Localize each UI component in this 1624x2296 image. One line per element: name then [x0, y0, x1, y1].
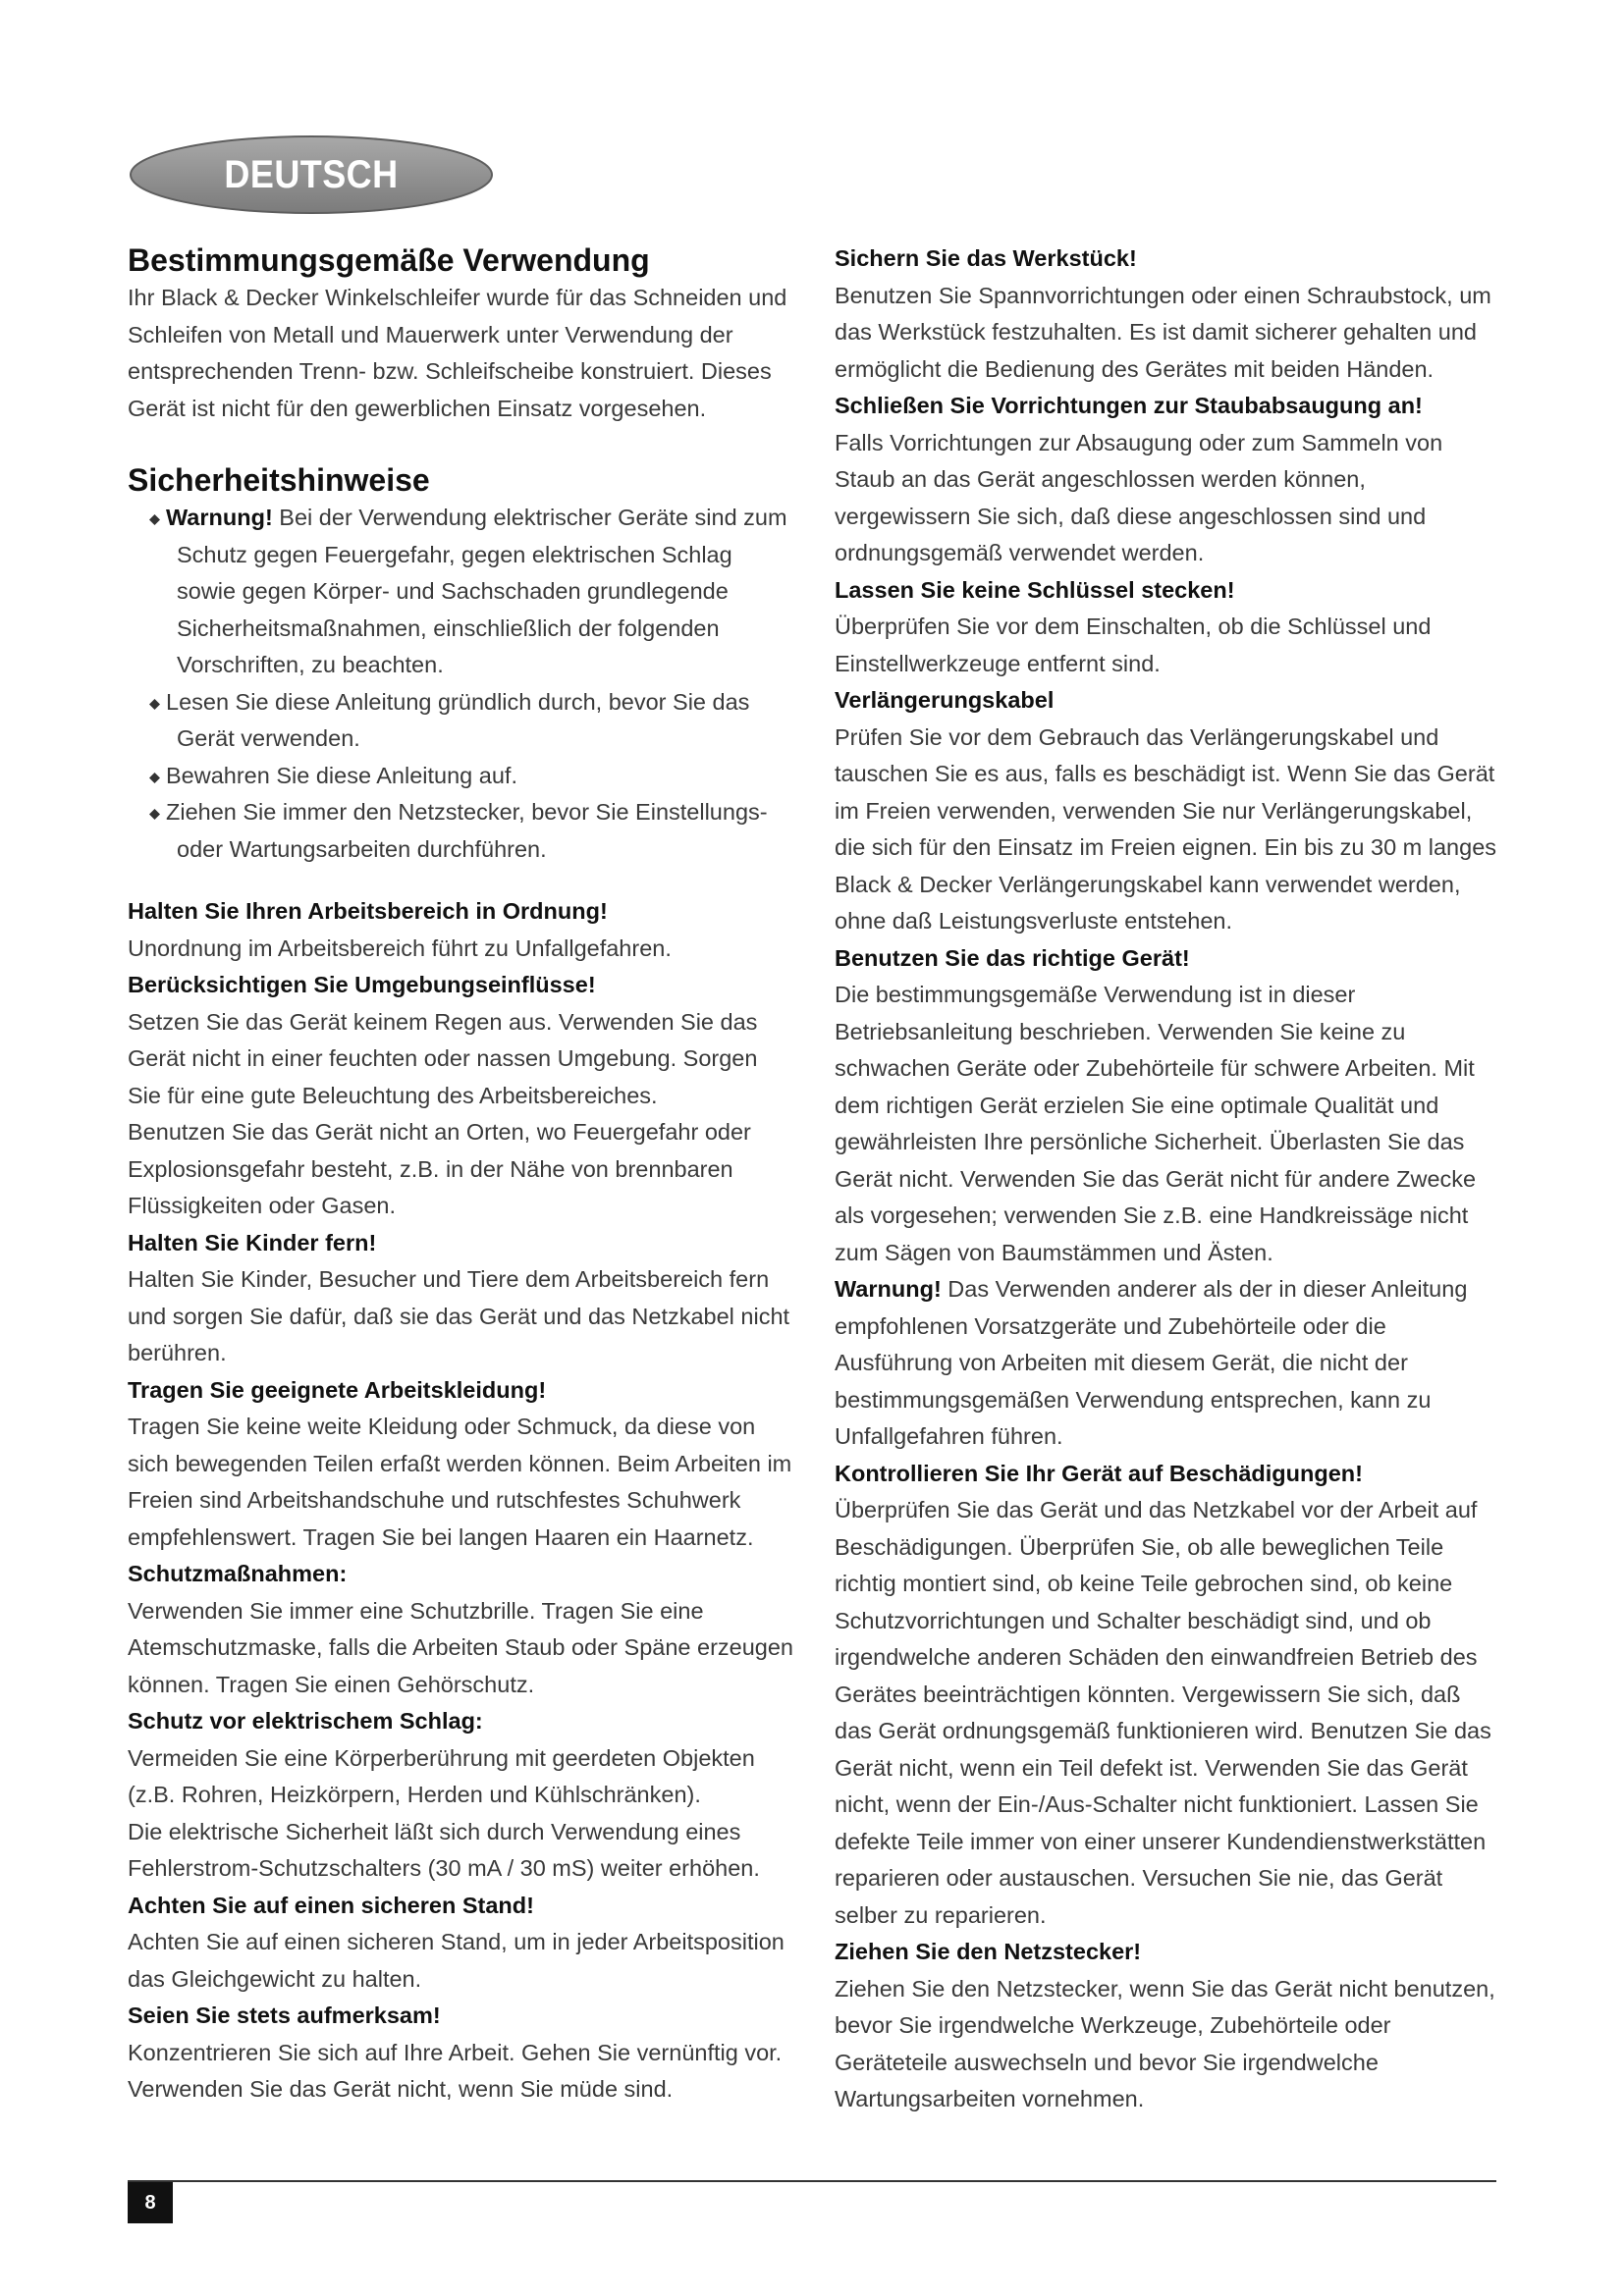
left-column [128, 240, 795, 2109]
safety-warning-label: Warnung! [166, 505, 273, 530]
safety-bullet [128, 500, 795, 684]
unplug-text: Ziehen Sie den Netzstecker, wenn Sie das Gerät nicht benutzen, bevor Sie irgendwelche Werkzeuge, Zubehörteile oder Geräteteile auswechseln und bevor Sie irgendwelche Wartungsarbeiten vornehmen. [835, 1975, 1495, 2111]
diamond-bullet-icon [149, 773, 160, 783]
environment-text-2: Benutzen Sie das Gerät nicht an Orten, wo Feuergefahr oder Explosionsgefahr besteht, z.B. in der Nähe von brennbaren Flüssigkeiten oder Gasen. [128, 1119, 751, 1218]
extension-cable-text: Prüfen Sie vor dem Gebrauch das Verlängerungskabel und tauschen Sie es aus, falls es beschädigt ist. Wenn Sie das Gerät im Freien verwenden, verwenden Sie nur Verlängerungskabel, die sich für den Einsatz im Freien eignen. Ein bis zu 30 m langes Black & Decker Verlängerungskabel kann verwendet werden, ohne daß Leistungsverluste entstehen. [835, 723, 1497, 934]
intended-use-text: Ihr Black & Decker Winkelschleifer wurde für das Schneiden und Schleifen von Metall und Mauerwerk unter Verwendung der entsprechenden Trenn- bzw. Schleifscheibe konstruiert. Dieses Gerät ist nicht für den gewerblichen Einsatz vorgesehen. [128, 285, 787, 421]
workspace-heading: Halten Sie Ihren Arbeitsbereich in Ordnung! [128, 898, 608, 924]
damage-check-heading: Kontrollieren Sie Ihr Gerät auf Beschädigungen! [835, 1460, 1363, 1486]
workpiece-text: Benutzen Sie Spannvorrichtungen oder einen Schraubstock, um das Werkstück festzuhalten. Es ist damit sicherer gehalten und ermöglicht die Bedienung des Gerätes mit beiden Händen. [835, 282, 1491, 382]
safety-bullets [128, 500, 795, 868]
safety-warning-text: Bei der Verwendung elektrischer Geräte sind zum Schutz gegen Feuergefahr, gegen elektrischen Schlag sowie gegen Körper- und Sachschaden grundlegende Sicherheitsmaßnahmen, einschließlich der folgenden Vorschriften, zu beachten. [177, 505, 787, 677]
safety-bullet-text: Ziehen Sie immer den Netzstecker, bevor Sie Einstellungs- oder Wartungsarbeiten durchführen. [166, 799, 768, 862]
clothing-heading: Tragen Sie geeignete Arbeitskleidung! [128, 1376, 547, 1403]
children-text: Halten Sie Kinder, Besucher und Tiere dem Arbeitsbereich fern und sorgen Sie dafür, daß sie das Gerät und das Netzkabel nicht berühren. [128, 1266, 790, 1365]
language-label: DEUTSCH [224, 152, 399, 196]
intended-use-heading: Bestimmungsgemäße Verwendung [128, 242, 650, 278]
keys-text: Überprüfen Sie vor dem Einschalten, ob die Schlüssel und Einstellwerkzeuge entfernt sind. [835, 614, 1432, 676]
electric-shock-text-2: Die elektrische Sicherheit läßt sich durch Verwendung eines Fehlerstrom-Schutzschalters (30 mA / 30 mS) weiter erhöhen. [128, 1818, 760, 1881]
environment-heading: Berücksichtigen Sie Umgebungseinflüsse! [128, 972, 596, 997]
safety-bullet-text: Lesen Sie diese Anleitung gründlich durch, bevor Sie das Gerät verwenden. [166, 688, 750, 751]
unplug-heading: Ziehen Sie den Netzstecker! [835, 1939, 1142, 1964]
workspace-text: Unordnung im Arbeitsbereich führt zu Unfallgefahren. [128, 934, 672, 961]
page-number: 8 [128, 2182, 173, 2223]
workpiece-heading: Sichern Sie das Werkstück! [835, 245, 1137, 271]
dust-extraction-text: Falls Vorrichtungen zur Absaugung oder zum Sammeln von Staub an das Gerät angeschlossen werden können, vergewissern Sie sich, daß diese angeschlossen sind und ordnungsgemäß verwendet werden. [835, 429, 1443, 565]
dust-extraction-heading: Schließen Sie Vorrichtungen zur Staubabsaugung an! [835, 393, 1423, 418]
correct-tool-warning [835, 1271, 1502, 1456]
damage-check-text: Überprüfen Sie das Gerät und das Netzkabel vor der Arbeit auf Beschädigungen. Überprüfen Sie, ob alle beweglichen Teile richtig montiert sind, ob keine Teile gebrochen sind, ob keine Schutzvorrichtungen und Schalter beschädigt sind, und ob irgendwelche anderen Schäden den einwandfreien Betrieb des Gerätes beeinträchtigen könnten. Vergewissern Sie sich, daß das Gerät ordnungsgemäß funktionieren wird. Benutzen Sie das Gerät nicht, wenn ein Teil defekt ist. Verwenden Sie das Gerät nicht, wenn der Ein-/Aus-Schalter nicht funktioniert. Lassen Sie defekte Teile immer von einer unserer Kundendienstwerkstätten reparieren oder austauschen. Versuchen Sie nie, das Gerät selber zu reparieren. [835, 1497, 1491, 1928]
children-heading: Halten Sie Kinder fern! [128, 1229, 377, 1255]
protection-text: Verwenden Sie immer eine Schutzbrille. Tragen Sie eine Atemschutzmaske, falls die Arbeiten Staub oder Späne erzeugen können. Tragen Sie einen Gehörschutz. [128, 1597, 793, 1697]
keys-heading: Lassen Sie keine Schlüssel stecken! [835, 576, 1235, 603]
environment-text-1: Setzen Sie das Gerät keinem Regen aus. Verwenden Sie das Gerät nicht in einer feuchten oder nassen Umgebung. Sorgen Sie für eine gute Beleuchtung des Arbeitsbereiches. [128, 1008, 758, 1108]
clothing-text: Tragen Sie keine weite Kleidung oder Schmuck, da diese von sich bewegenden Teilen erfaßt werden können. Beim Arbeiten im Freien sind Arbeitshandschuhe und rutschfestes Schuhwerk empfehlenswert. Tragen Sie bei langen Haaren ein Haarnetz. [128, 1414, 792, 1550]
correct-tool-heading: Benutzen Sie das richtige Gerät! [835, 944, 1190, 971]
electric-shock-text-1: Vermeiden Sie eine Körperberührung mit geerdeten Objekten (z.B. Rohren, Heizkörpern, Herden und Kühlschränken). [128, 1744, 755, 1807]
warning-text: Das Verwenden anderer als der in dieser Anleitung empfohlenen Vorsatzgeräte und Zubehörteile oder die Ausführung von Arbeiten mit diesem Gerät, die nicht der bestimmungsgemäßen Verwendung entsprechen, kann zu Unfallgefahren führen. [835, 1276, 1468, 1449]
correct-tool-text: Die bestimmungsgemäße Verwendung ist in dieser Betriebsanleitung beschrieben. Verwenden Sie keine zu schwachen Geräte oder Zubehörteile für schwere Arbeiten. Mit dem richtigen Gerät erzielen Sie eine optimale Qualität und gewährleisten Ihre persönliche Sicherheit. Überlasten Sie das Gerät nicht. Verwenden Sie das Gerät nicht für andere Zwecke als vorgesehen; verwenden Sie z.B. eine Handkreissäge nicht zum Sägen von Baumstämmen und Ästen. [835, 982, 1477, 1265]
safety-bullet [128, 758, 795, 795]
attention-text: Konzentrieren Sie sich auf Ihre Arbeit. Gehen Sie vernünftig vor. Verwenden Sie das Gerät nicht, wenn Sie müde sind. [128, 2039, 783, 2102]
diamond-bullet-icon [149, 809, 160, 820]
attention-heading: Seien Sie stets aufmerksam! [128, 2002, 441, 2028]
stance-text: Achten Sie auf einen sicheren Stand, um in jeder Arbeitsposition das Gleichgewicht zu halten. [128, 1929, 785, 1992]
electric-shock-heading: Schutz vor elektrischem Schlag: [128, 1708, 483, 1734]
footer-rule [128, 2180, 1496, 2182]
safety-bullet [128, 794, 795, 868]
protection-heading: Schutzmaßnahmen: [128, 1561, 348, 1586]
stance-heading: Achten Sie auf einen sicheren Stand! [128, 1892, 534, 1918]
diamond-bullet-icon [149, 514, 160, 525]
extension-cable-heading: Verlängerungskabel [835, 687, 1055, 713]
diamond-bullet-icon [149, 699, 160, 710]
safety-bullet [128, 684, 795, 758]
right-column [835, 240, 1502, 2118]
safety-bullet-text: Bewahren Sie diese Anleitung auf. [166, 762, 517, 788]
language-badge [128, 133, 495, 216]
warning-label: Warnung! [835, 1276, 942, 1302]
safety-heading: Sicherheitshinweise [128, 462, 430, 498]
